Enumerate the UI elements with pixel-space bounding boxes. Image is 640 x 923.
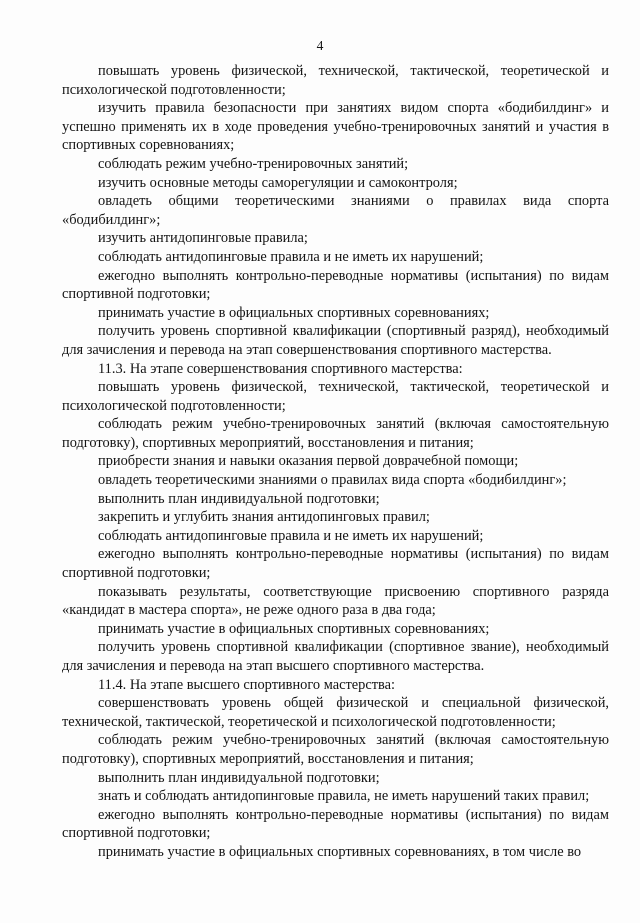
paragraph: получить уровень спортивной квалификации (спортивный разряд), необходимый для зачисления и перевода на этап совершенствования спортивного мастерства. (62, 323, 609, 358)
paragraph: получить уровень спортивной квалификации (спортивное звание), необходимый для зачисления и перевода на этап высшего спортивного мастерства. (62, 639, 609, 674)
page-number: 4 (316, 38, 324, 53)
paragraph: выполнить план индивидуальной подготовки; (98, 490, 380, 507)
paragraph: ежегодно выполнять контрольно-переводные нормативы (испытания) по видам спортивной подготовки; (62, 546, 609, 582)
paragraph: повышать уровень физической, технической, тактической, теоретической и психологической подготовленности; (62, 379, 609, 414)
paragraph: соблюдать режим учебно-тренировочных занятий (включая самостоятельную подготовку), спортивных мероприятий, восстановления и питания; (62, 732, 609, 767)
paragraph: изучить антидопинговые правила; (98, 230, 308, 247)
paragraph: изучить правила безопасности при занятиях видом спорта «бодибилдинг» и успешно применять их в ходе проведения учебно-тренировочных занятий и участия в спортивных соревнованиях; (62, 100, 609, 154)
paragraph: соблюдать антидопинговые правила и не иметь их нарушений; (98, 527, 484, 544)
paragraph: ежегодно выполнять контрольно-переводные нормативы (испытания) по видам спортивной подготовки; (62, 806, 609, 842)
paragraph: показывать результаты, соответствующие присвоению спортивного разряда «кандидат в мастера спорта», не реже одного раза в два года; (62, 583, 609, 619)
paragraph: принимать участие в официальных спортивных соревнованиях, в том числе во (98, 843, 582, 860)
paragraph: принимать участие в официальных спортивных соревнованиях; (98, 620, 490, 637)
section-heading: 11.3. На этапе совершенствования спортивного мастерства: (98, 360, 463, 377)
paragraph: закрепить и углубить знания антидопинговых правил; (98, 509, 430, 526)
paragraph: соблюдать режим учебно-тренировочных занятий (включая самостоятельную подготовку), спортивных мероприятий, восстановления и питания; (62, 416, 609, 451)
paragraph: выполнить план индивидуальной подготовки; (98, 769, 380, 786)
paragraph: изучить основные методы саморегуляции и самоконтроля; (98, 174, 458, 191)
paragraph: овладеть теоретическими знаниями о правилах вида спорта «бодибилдинг»; (98, 472, 567, 489)
paragraph: принимать участие в официальных спортивных соревнованиях; (98, 304, 490, 321)
paragraph: овладеть общими теоретическими знаниями о правилах вида спорта «бодибилдинг»; (62, 193, 609, 228)
paragraph: приобрести знания и навыки оказания первой доврачебной помощи; (98, 453, 519, 470)
section-heading: 11.4. На этапе высшего спортивного мастерства: (98, 676, 396, 693)
paragraph: знать и соблюдать антидопинговые правила, не иметь нарушений таких правил; (98, 788, 590, 805)
paragraph: ежегодно выполнять контрольно-переводные нормативы (испытания) по видам спортивной подготовки; (62, 267, 609, 303)
paragraph: совершенствовать уровень общей физической и специальной физической, технической, тактической, теоретической и психологической подготовленности; (62, 695, 609, 730)
paragraph: соблюдать режим учебно-тренировочных занятий; (98, 155, 409, 172)
paragraph: соблюдать антидопинговые правила и не иметь их нарушений; (98, 248, 484, 265)
paragraph: повышать уровень физической, технической, тактической, теоретической и психологической подготовленности; (62, 63, 609, 98)
document-body (62, 62, 609, 862)
